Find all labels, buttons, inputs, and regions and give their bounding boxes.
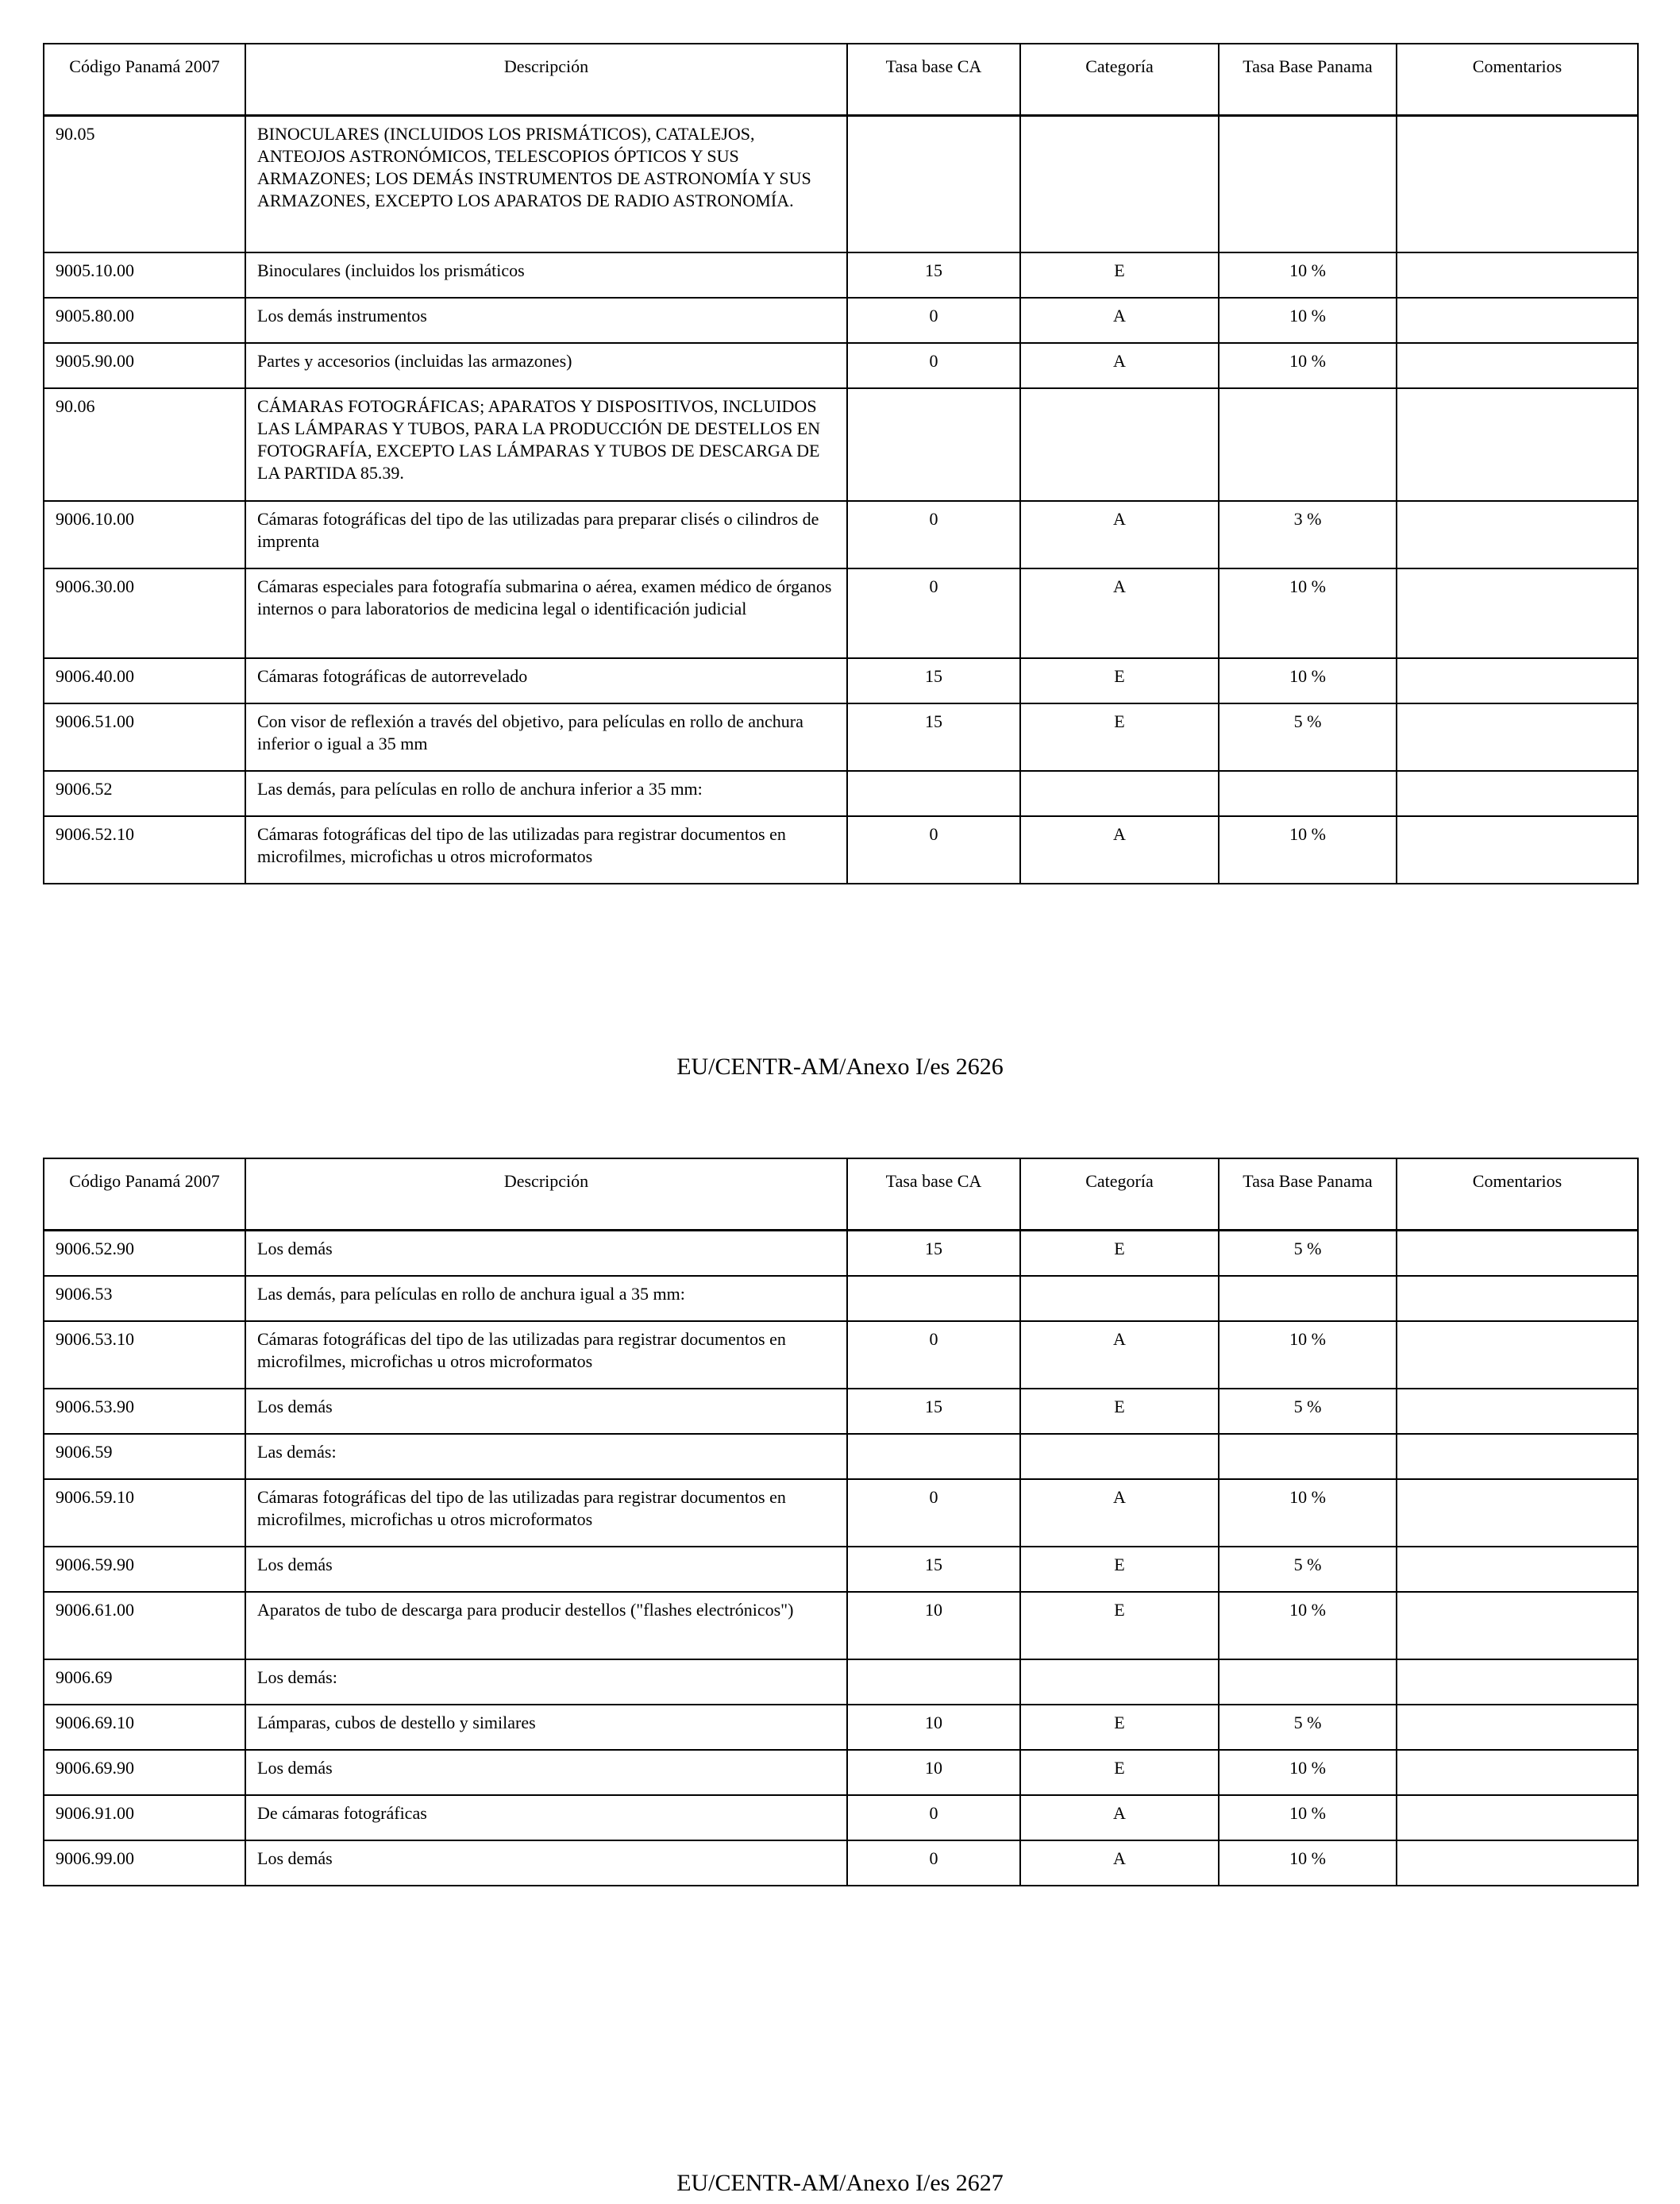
- cell-comments: [1397, 1547, 1638, 1592]
- table-row: [44, 1321, 1638, 1389]
- cell-comments: [1397, 1434, 1638, 1479]
- cell-comments: [1397, 343, 1638, 388]
- cell-base-ca: [847, 116, 1020, 252]
- tariff-table-page-2626: [43, 43, 1639, 884]
- cell-base-ca: 0: [847, 343, 1020, 388]
- cell-comments: [1397, 501, 1638, 568]
- cell-base-ca: 0: [847, 1840, 1020, 1886]
- cell-code: 9006.69.10: [44, 1705, 245, 1750]
- cell-description: Cámaras fotográficas del tipo de las utilizadas para registrar documentos en microfilmes, microfichas u otros microformatos: [245, 1479, 847, 1547]
- cell-description: Binoculares (incluidos los prismáticos: [245, 252, 847, 298]
- cell-description: CÁMARAS FOTOGRÁFICAS; APARATOS Y DISPOSITIVOS, INCLUIDOS LAS LÁMPARAS Y TUBOS, PARA LA PRODUCCIÓN DE DESTELLOS EN FOTOGRAFÍA, EXCEPTO LAS LÁMPARAS Y TUBOS DE DESCARGA DE LA PARTIDA 85.39.: [245, 388, 847, 501]
- cell-code: 9006.53.90: [44, 1389, 245, 1434]
- cell-base-ca: [847, 771, 1020, 816]
- cell-code: 9006.52.90: [44, 1231, 245, 1276]
- table-row: [44, 1659, 1638, 1705]
- cell-base-panama: 10 %: [1219, 343, 1397, 388]
- header-description: Descripción: [245, 1158, 847, 1231]
- cell-category: E: [1020, 1389, 1219, 1434]
- cell-comments: [1397, 252, 1638, 298]
- cell-comments: [1397, 1276, 1638, 1321]
- cell-base-ca: [847, 388, 1020, 501]
- cell-code: 9006.59: [44, 1434, 245, 1479]
- cell-comments: [1397, 1795, 1638, 1840]
- cell-comments: [1397, 771, 1638, 816]
- cell-base-panama: 5 %: [1219, 1231, 1397, 1276]
- cell-base-ca: 0: [847, 1479, 1020, 1547]
- cell-comments: [1397, 116, 1638, 252]
- cell-description: Los demás: [245, 1231, 847, 1276]
- cell-code: 9006.52.10: [44, 816, 245, 884]
- cell-base-ca: 10: [847, 1592, 1020, 1659]
- cell-description: Las demás:: [245, 1434, 847, 1479]
- cell-base-ca: 10: [847, 1750, 1020, 1795]
- table-row: [44, 1750, 1638, 1795]
- cell-base-panama: [1219, 771, 1397, 816]
- page-footer: EU/CENTR-AM/Anexo I/es 2627: [676, 2170, 1004, 2196]
- cell-comments: [1397, 1705, 1638, 1750]
- cell-category: E: [1020, 1547, 1219, 1592]
- cell-comments: [1397, 816, 1638, 884]
- cell-base-ca: [847, 1434, 1020, 1479]
- cell-base-panama: 3 %: [1219, 501, 1397, 568]
- cell-base-ca: 0: [847, 1321, 1020, 1389]
- page-footer: EU/CENTR-AM/Anexo I/es 2626: [676, 1054, 1004, 1080]
- cell-code: 9006.52: [44, 771, 245, 816]
- cell-category: E: [1020, 1592, 1219, 1659]
- table-row: [44, 1840, 1638, 1886]
- cell-base-panama: 10 %: [1219, 1840, 1397, 1886]
- cell-comments: [1397, 658, 1638, 703]
- table-row: [44, 1479, 1638, 1547]
- cell-code: 9006.91.00: [44, 1795, 245, 1840]
- cell-category: A: [1020, 568, 1219, 658]
- cell-category: A: [1020, 1840, 1219, 1886]
- table-row: [44, 1592, 1638, 1659]
- table-row: [44, 252, 1638, 298]
- cell-category: [1020, 388, 1219, 501]
- table-row: [44, 1795, 1638, 1840]
- cell-base-panama: 10 %: [1219, 816, 1397, 884]
- table-row: [44, 298, 1638, 343]
- cell-base-panama: 10 %: [1219, 1795, 1397, 1840]
- table-header-row: [44, 44, 1638, 116]
- table-row: [44, 771, 1638, 816]
- cell-base-ca: 0: [847, 1795, 1020, 1840]
- cell-base-ca: 0: [847, 816, 1020, 884]
- cell-code: 9006.30.00: [44, 568, 245, 658]
- table-row: [44, 1231, 1638, 1276]
- cell-description: Las demás, para películas en rollo de anchura igual a 35 mm:: [245, 1276, 847, 1321]
- cell-base-panama: 10 %: [1219, 252, 1397, 298]
- cell-description: Las demás, para películas en rollo de anchura inferior a 35 mm:: [245, 771, 847, 816]
- cell-category: [1020, 1276, 1219, 1321]
- cell-code: 9006.61.00: [44, 1592, 245, 1659]
- table-row: [44, 658, 1638, 703]
- cell-category: A: [1020, 1479, 1219, 1547]
- table-row: [44, 703, 1638, 771]
- cell-description: Aparatos de tubo de descarga para producir destellos ("flashes electrónicos"): [245, 1592, 847, 1659]
- cell-code: 9005.10.00: [44, 252, 245, 298]
- cell-comments: [1397, 1389, 1638, 1434]
- table-header-row: [44, 1158, 1638, 1231]
- cell-comments: [1397, 703, 1638, 771]
- cell-base-panama: 5 %: [1219, 703, 1397, 771]
- cell-comments: [1397, 388, 1638, 501]
- cell-description: De cámaras fotográficas: [245, 1795, 847, 1840]
- cell-category: A: [1020, 343, 1219, 388]
- cell-base-ca: 10: [847, 1705, 1020, 1750]
- cell-description: Cámaras fotográficas del tipo de las utilizadas para preparar clisés o cilindros de imprenta: [245, 501, 847, 568]
- cell-description: Cámaras fotográficas del tipo de las utilizadas para registrar documentos en microfilmes, microfichas u otros microformatos: [245, 816, 847, 884]
- cell-category: [1020, 771, 1219, 816]
- cell-comments: [1397, 1479, 1638, 1547]
- header-base-panama: Tasa Base Panama: [1219, 1158, 1397, 1231]
- cell-description: Los demás: [245, 1840, 847, 1886]
- cell-code: 9005.80.00: [44, 298, 245, 343]
- table-row: [44, 568, 1638, 658]
- cell-base-panama: 5 %: [1219, 1547, 1397, 1592]
- cell-category: E: [1020, 703, 1219, 771]
- cell-base-ca: [847, 1276, 1020, 1321]
- cell-code: 9006.10.00: [44, 501, 245, 568]
- cell-comments: [1397, 1750, 1638, 1795]
- cell-category: A: [1020, 1795, 1219, 1840]
- cell-base-ca: 0: [847, 298, 1020, 343]
- cell-code: 9006.51.00: [44, 703, 245, 771]
- cell-category: E: [1020, 658, 1219, 703]
- cell-comments: [1397, 1840, 1638, 1886]
- cell-base-ca: 0: [847, 568, 1020, 658]
- cell-base-panama: 10 %: [1219, 298, 1397, 343]
- cell-base-panama: 10 %: [1219, 1479, 1397, 1547]
- cell-code: 9006.69: [44, 1659, 245, 1705]
- cell-code: 90.06: [44, 388, 245, 501]
- cell-comments: [1397, 1659, 1638, 1705]
- cell-category: E: [1020, 252, 1219, 298]
- cell-description: Cámaras fotográficas de autorrevelado: [245, 658, 847, 703]
- cell-base-ca: 15: [847, 658, 1020, 703]
- cell-category: A: [1020, 1321, 1219, 1389]
- cell-description: Partes y accesorios (incluidas las armazones): [245, 343, 847, 388]
- header-base-ca: Tasa base CA: [847, 44, 1020, 116]
- cell-comments: [1397, 1231, 1638, 1276]
- header-base-panama: Tasa Base Panama: [1219, 44, 1397, 116]
- table-row: [44, 816, 1638, 884]
- cell-base-ca: 15: [847, 703, 1020, 771]
- header-comments: Comentarios: [1397, 1158, 1638, 1231]
- cell-base-panama: 5 %: [1219, 1389, 1397, 1434]
- cell-base-ca: 0: [847, 501, 1020, 568]
- cell-code: 9006.53.10: [44, 1321, 245, 1389]
- cell-comments: [1397, 1321, 1638, 1389]
- cell-description: Lámparas, cubos de destello y similares: [245, 1705, 847, 1750]
- table-row: [44, 1276, 1638, 1321]
- cell-base-ca: 15: [847, 1389, 1020, 1434]
- cell-base-panama: [1219, 388, 1397, 501]
- table-row: [44, 1389, 1638, 1434]
- cell-description: BINOCULARES (INCLUIDOS LOS PRISMÁTICOS), CATALEJOS, ANTEOJOS ASTRONÓMICOS, TELESCOPIOS ÓPTICOS Y SUS ARMAZONES; LOS DEMÁS INSTRUMENTOS DE ASTRONOMÍA Y SUS ARMAZONES, EXCEPTO LOS APARATOS DE RADIO ASTRONOMÍA.: [245, 116, 847, 252]
- cell-base-panama: [1219, 116, 1397, 252]
- cell-code: 90.05: [44, 116, 245, 252]
- table-row: [44, 1434, 1638, 1479]
- cell-category: E: [1020, 1705, 1219, 1750]
- header-category: Categoría: [1020, 1158, 1219, 1231]
- cell-base-ca: 15: [847, 1547, 1020, 1592]
- header-description: Descripción: [245, 44, 847, 116]
- cell-description: Los demás: [245, 1389, 847, 1434]
- cell-category: A: [1020, 501, 1219, 568]
- cell-base-ca: [847, 1659, 1020, 1705]
- table-row: [44, 388, 1638, 501]
- cell-code: 9006.53: [44, 1276, 245, 1321]
- cell-base-panama: [1219, 1434, 1397, 1479]
- cell-base-panama: 10 %: [1219, 1750, 1397, 1795]
- cell-base-panama: 10 %: [1219, 1321, 1397, 1389]
- table-row: [44, 1547, 1638, 1592]
- cell-description: Los demás:: [245, 1659, 847, 1705]
- cell-description: Los demás: [245, 1750, 847, 1795]
- cell-code: 9005.90.00: [44, 343, 245, 388]
- cell-category: A: [1020, 298, 1219, 343]
- header-comments: Comentarios: [1397, 44, 1638, 116]
- cell-code: 9006.99.00: [44, 1840, 245, 1886]
- tariff-table-page-2627: [43, 1158, 1639, 1886]
- cell-base-panama: 10 %: [1219, 568, 1397, 658]
- table-row: [44, 501, 1638, 568]
- cell-comments: [1397, 1592, 1638, 1659]
- cell-base-panama: 10 %: [1219, 1592, 1397, 1659]
- cell-description: Cámaras especiales para fotografía submarina o aérea, examen médico de órganos internos o para laboratorios de medicina legal o identificación judicial: [245, 568, 847, 658]
- table-row: [44, 343, 1638, 388]
- cell-description: Los demás: [245, 1547, 847, 1592]
- cell-description: Los demás instrumentos: [245, 298, 847, 343]
- cell-code: 9006.59.10: [44, 1479, 245, 1547]
- cell-category: [1020, 1434, 1219, 1479]
- cell-description: Cámaras fotográficas del tipo de las utilizadas para registrar documentos en microfilmes, microfichas u otros microformatos: [245, 1321, 847, 1389]
- cell-comments: [1397, 298, 1638, 343]
- header-base-ca: Tasa base CA: [847, 1158, 1020, 1231]
- cell-base-panama: [1219, 1659, 1397, 1705]
- table-row: [44, 116, 1638, 252]
- cell-category: A: [1020, 816, 1219, 884]
- cell-code: 9006.40.00: [44, 658, 245, 703]
- table-row: [44, 1705, 1638, 1750]
- cell-base-ca: 15: [847, 1231, 1020, 1276]
- cell-category: [1020, 1659, 1219, 1705]
- cell-category: [1020, 116, 1219, 252]
- cell-code: 9006.69.90: [44, 1750, 245, 1795]
- cell-base-panama: 10 %: [1219, 658, 1397, 703]
- header-code: Código Panamá 2007: [44, 44, 245, 116]
- cell-description: Con visor de reflexión a través del objetivo, para películas en rollo de anchura inferior o igual a 35 mm: [245, 703, 847, 771]
- cell-base-ca: 15: [847, 252, 1020, 298]
- cell-base-panama: [1219, 1276, 1397, 1321]
- cell-base-panama: 5 %: [1219, 1705, 1397, 1750]
- header-code: Código Panamá 2007: [44, 1158, 245, 1231]
- cell-code: 9006.59.90: [44, 1547, 245, 1592]
- cell-comments: [1397, 568, 1638, 658]
- cell-category: E: [1020, 1750, 1219, 1795]
- cell-category: E: [1020, 1231, 1219, 1276]
- header-category: Categoría: [1020, 44, 1219, 116]
